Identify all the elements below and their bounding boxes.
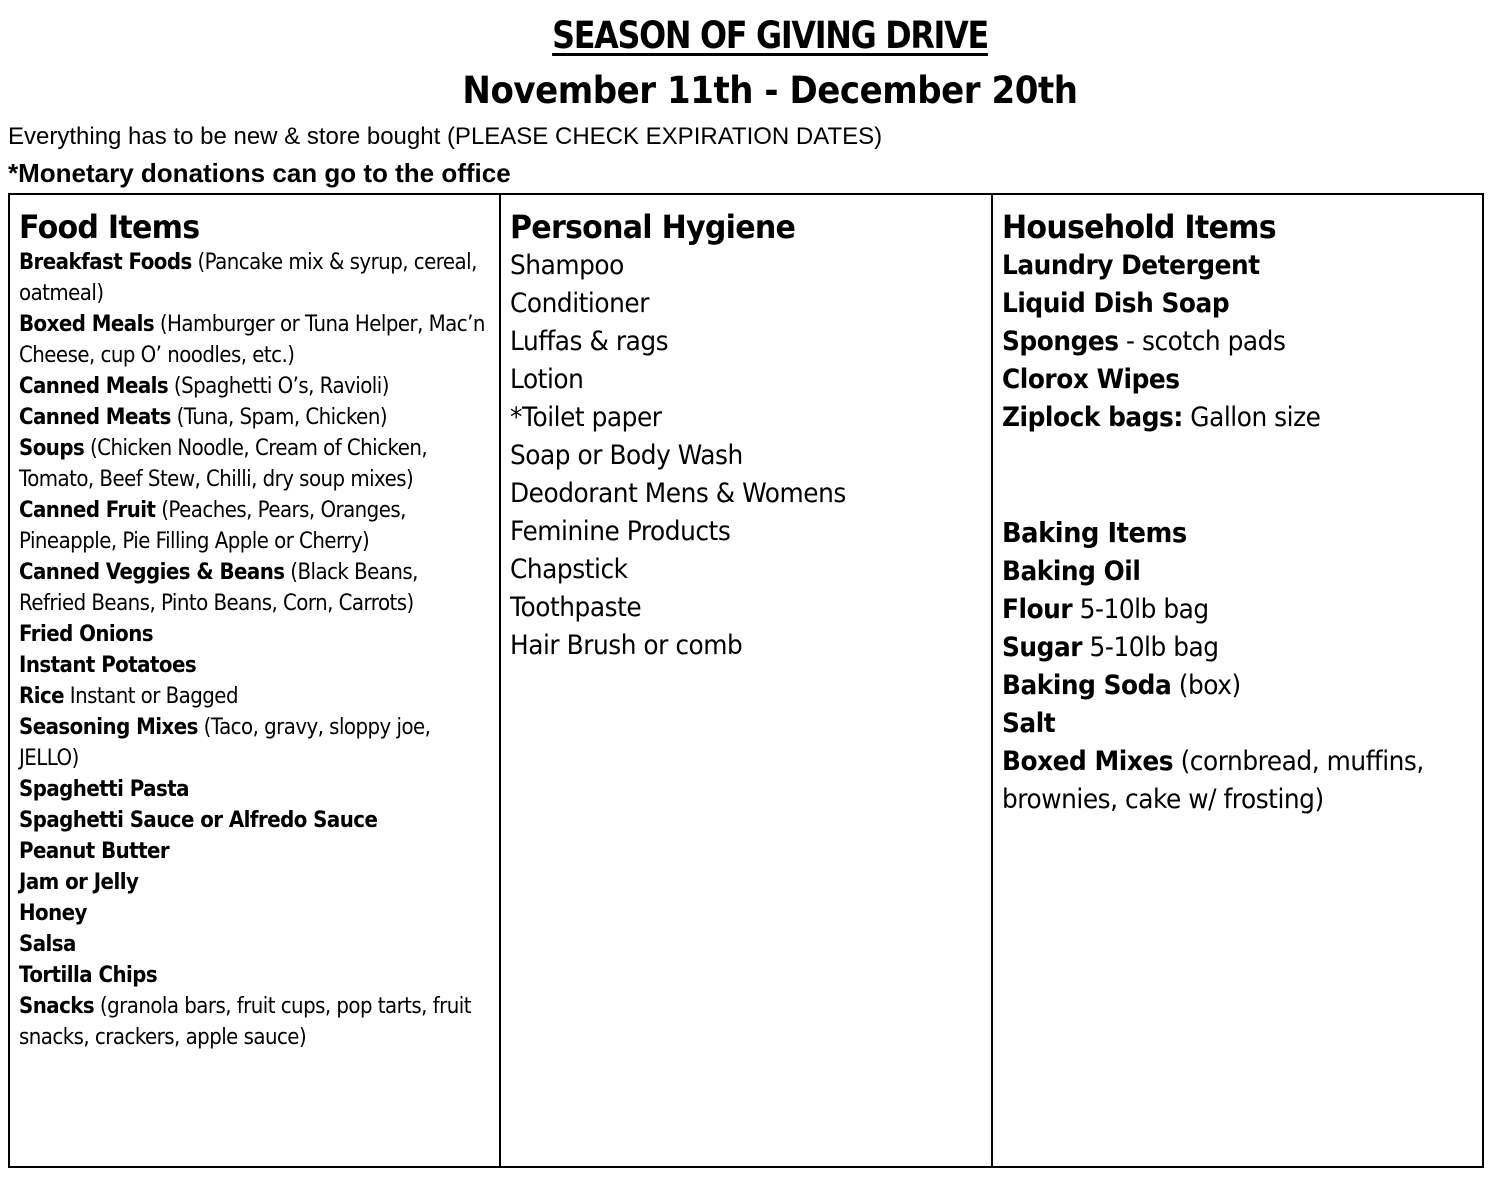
list-item: Toothpaste [510,592,642,623]
item-name: Seasoning Mixes [19,715,198,740]
new-items-note: Everything has to be new & store bought (PLEASE CHECK EXPIRATION DATES) [8,123,883,150]
item-detail: 5-10lb bag [1072,594,1209,625]
list-item [19,247,487,309]
item-name: Honey [19,901,87,926]
list-item [19,929,487,960]
list-item [1002,399,1444,437]
food-items-column [10,195,501,1166]
donation-items-table [8,193,1484,1168]
list-item [19,495,487,557]
item-name: Boxed Mixes [1002,746,1174,777]
item-name: Canned Meals [19,374,169,399]
list-item [19,681,487,712]
list-item [1002,743,1453,819]
item-name: Rice [19,684,65,709]
item-name: Peanut Butter [19,839,170,864]
list-item [1002,323,1444,361]
item-name: Sponges [1002,326,1119,357]
item-name: Ziplock bags: [1002,402,1183,433]
list-item: Soap or Body Wash [510,440,743,471]
list-item [1002,667,1453,705]
monetary-donations-note: *Monetary donations can go to the office [8,158,511,188]
item-detail: (Taco, gravy, sloppy joe, JELLO) [19,715,431,771]
list-item [19,991,487,1053]
baking-items-list [1002,553,1482,819]
list-item [19,774,487,805]
list-item [1002,247,1444,285]
item-detail: (Peaches, Pears, Oranges, Pineapple, Pie Filling Apple or Cherry) [19,498,406,554]
list-item [1002,285,1444,323]
list-item [19,402,487,433]
household-items-heading: Household Items [1002,208,1276,246]
item-name: Breakfast Foods [19,250,192,275]
list-item [1002,629,1453,667]
item-name: Canned Fruit [19,498,156,523]
item-detail: (Black Beans, Refried Beans, Pinto Beans, Corn, Carrots) [19,560,418,616]
item-name: Tortilla Chips [19,963,158,988]
item-name: Boxed Meals [19,312,155,337]
list-item [19,309,487,371]
list-item [1002,705,1453,743]
list-item: Luffas & rags [510,326,669,357]
list-item [1002,553,1453,591]
list-item: Feminine Products [510,516,731,547]
baking-items-heading: Baking Items [1002,516,1187,549]
food-items-list [19,247,499,1053]
list-item [19,960,487,991]
item-detail: (box) [1171,670,1241,701]
list-item [19,898,487,929]
list-item [19,712,487,774]
item-name: Flour [1002,594,1073,625]
item-detail: Instant or Bagged [64,684,238,709]
personal-hygiene-list [510,247,991,665]
list-item [19,805,487,836]
list-item [19,650,487,681]
item-name: Canned Meats [19,405,171,430]
item-name: Spaghetti Sauce or Alfredo Sauce [19,808,378,833]
list-item [1002,361,1444,399]
household-items-column [993,195,1482,1166]
list-item [1002,591,1453,629]
item-name: Jam or Jelly [19,870,139,895]
item-detail: (granola bars, fruit cups, pop tarts, fruit snacks, crackers, apple sauce) [19,994,471,1050]
item-name: Salt [1002,708,1056,739]
item-detail: (Hamburger or Tuna Helper, Mac’n Cheese, cup O’ noodles, etc.) [19,312,485,368]
personal-hygiene-column [501,195,993,1166]
item-name: Spaghetti Pasta [19,777,189,802]
item-detail: 5-10lb bag [1082,632,1219,663]
page-title: SEASON OF GIVING DRIVE [552,14,988,57]
section-spacer [1002,437,1482,513]
list-item: Chapstick [510,554,628,585]
drive-dates: November 11th - December 20th [462,69,1078,112]
list-item: Deodorant Mens & Womens [510,478,846,509]
list-item [19,867,487,898]
list-item: Lotion [510,364,584,395]
list-item [19,371,487,402]
item-detail: (Spaghetti O’s, Ravioli) [168,374,389,399]
item-detail: Gallon size [1182,402,1321,433]
item-detail: (cornbread, muffins, brownies, cake w/ frosting) [1002,746,1424,815]
list-item [19,619,487,650]
list-item [19,836,487,867]
item-name: Salsa [19,932,76,957]
item-name: Sugar [1002,632,1083,663]
list-item: Conditioner [510,288,649,319]
item-detail: (Pancake mix & syrup, cereal, oatmeal) [19,250,477,306]
item-name: Canned Veggies & Beans [19,560,285,585]
item-name: Instant Potatoes [19,653,197,678]
item-detail: (Chicken Noodle, Cream of Chicken, Tomato, Beef Stew, Chilli, dry soup mixes) [19,436,428,492]
item-name: Clorox Wipes [1002,364,1180,395]
item-name: Liquid Dish Soap [1002,288,1230,319]
item-name: Baking Oil [1002,556,1141,587]
household-items-list [1002,247,1482,437]
item-name: Soups [19,436,85,461]
item-name: Snacks [19,994,95,1019]
item-name: Laundry Detergent [1002,250,1260,281]
item-name: Fried Onions [19,622,154,647]
item-name: Baking Soda [1002,670,1172,701]
list-item [19,557,487,619]
list-item: *Toilet paper [510,402,662,433]
personal-hygiene-heading: Personal Hygiene [510,208,796,246]
item-detail: (Tuna, Spam, Chicken) [170,405,388,430]
list-item: Shampoo [510,250,624,281]
list-item [19,433,487,495]
list-item: Hair Brush or comb [510,630,743,661]
item-detail: - scotch pads [1118,326,1286,357]
food-items-heading: Food Items [19,208,200,246]
